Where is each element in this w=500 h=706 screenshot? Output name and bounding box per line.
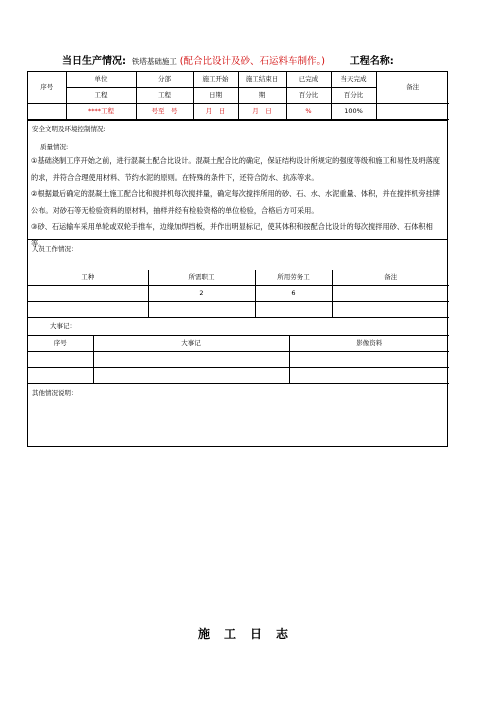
personnel-cell bbox=[28, 302, 148, 318]
personnel-cell: 6 bbox=[255, 286, 332, 302]
page-title: 施工日志 bbox=[197, 627, 302, 641]
progress-table bbox=[28, 72, 449, 120]
personnel-cell bbox=[332, 286, 449, 302]
events-header-media: 影像资料 bbox=[289, 336, 449, 352]
personnel-cell bbox=[28, 286, 148, 302]
daily-production-label: 当日生产情况: bbox=[62, 56, 126, 67]
cell-unit-project: ****工程 bbox=[66, 104, 136, 120]
safety-quality-section bbox=[28, 120, 447, 248]
quality-title: 质量情况: bbox=[40, 143, 69, 151]
project-name-label: 工程名称: bbox=[349, 56, 394, 67]
cell-seq bbox=[28, 104, 66, 120]
site-name: 铁塔基础施工 bbox=[131, 57, 177, 66]
header-unit-project-2: 工程 bbox=[66, 88, 136, 104]
personnel-header-row bbox=[28, 270, 449, 286]
header-start-date-2: 日期 bbox=[193, 88, 238, 104]
events-table bbox=[28, 335, 449, 384]
quality-text bbox=[31, 153, 444, 252]
personnel-header-labor: 所用劳务工 bbox=[255, 270, 332, 286]
header-completed-2: 百分比 bbox=[286, 88, 331, 104]
header-remarks: 备注 bbox=[376, 72, 449, 104]
quality-paragraph-1: ①基础浇制工序开始之前，进行混凝土配合比设计。混凝土配合比的确定，保证结构设计所规定的强度等级和施工和易性及坍落度的求，并符合合理使用材料、节约水泥的原则。在特殊的条件下，还符合防水、抗冻等求。 bbox=[31, 156, 440, 182]
events-header-event: 大事记 bbox=[93, 336, 289, 352]
other-title: 其他情况说明： bbox=[32, 389, 78, 397]
header-unit-project-1: 单位 bbox=[66, 72, 136, 88]
progress-data-row bbox=[28, 104, 449, 120]
log-sheet bbox=[27, 71, 448, 447]
personnel-cell: 2 bbox=[148, 286, 255, 302]
events-cell bbox=[289, 352, 449, 368]
events-title: 大事记： bbox=[50, 322, 76, 330]
events-row bbox=[28, 352, 449, 368]
personnel-row bbox=[28, 286, 449, 302]
cell-completed: % bbox=[286, 104, 331, 120]
header-sub-project-1: 分部 bbox=[136, 72, 193, 88]
cell-end-date: 月 日 bbox=[238, 104, 286, 120]
quality-paragraph-2: ②根据最后确定的混凝土施工配合比和搅拌机每次搅拌量，确定每次搅拌所用的砂、石、水、水泥重量、体积，并在搅拌机旁挂牌公布。对砂石等无检验资料的原材料，抽样并经有检验资格的单位检验，合格后方可采用。 bbox=[31, 189, 440, 215]
header-end-date-2: 期 bbox=[238, 88, 286, 104]
events-cell bbox=[93, 368, 289, 384]
cell-remarks bbox=[376, 104, 449, 120]
personnel-header-remarks: 备注 bbox=[332, 270, 449, 286]
header-completed-1: 已完成 bbox=[286, 72, 331, 88]
header-sub-project-2: 工程 bbox=[136, 88, 193, 104]
events-row bbox=[28, 368, 449, 384]
progress-header-row bbox=[28, 72, 449, 88]
personnel-row bbox=[28, 302, 449, 318]
personnel-title: 人员工作情况： bbox=[32, 245, 78, 253]
production-note: (配合比设计及砂、石运料车制作。) bbox=[179, 56, 325, 67]
other-section bbox=[28, 384, 447, 446]
events-header-seq: 序号 bbox=[28, 336, 93, 352]
personnel-section bbox=[28, 239, 447, 270]
events-header-row bbox=[28, 336, 449, 352]
header-end-date-1: 施工结束日 bbox=[238, 72, 286, 88]
cell-today-completed: 100% bbox=[331, 104, 376, 120]
personnel-cell bbox=[332, 302, 449, 318]
personnel-header-trade: 工种 bbox=[28, 270, 148, 286]
safety-title: 安全文明及环境控制情况: bbox=[32, 125, 106, 133]
personnel-header-staff: 所需职工 bbox=[148, 270, 255, 286]
cell-sub-project: 号至 号 bbox=[136, 104, 193, 120]
personnel-cell bbox=[148, 302, 255, 318]
quality-paragraph-3: ③砂、石运输车采用单轮或双轮手推车，边缘加焊挡板，并作出明显标记，使其体积和按配合比设计的每次搅拌用砂、石体积相等。 bbox=[31, 222, 433, 248]
events-cell bbox=[28, 352, 93, 368]
cell-start-date: 月 日 bbox=[193, 104, 238, 120]
header-today-completed-1: 当天完成 bbox=[331, 72, 376, 88]
personnel-cell bbox=[255, 302, 332, 318]
personnel-table bbox=[28, 270, 449, 318]
events-cell bbox=[289, 368, 449, 384]
header-start-date-1: 施工开始 bbox=[193, 72, 238, 88]
events-cell bbox=[28, 368, 93, 384]
header-today-completed-2: 百分比 bbox=[331, 88, 376, 104]
header-seq: 序号 bbox=[28, 72, 66, 104]
events-section bbox=[28, 318, 447, 335]
events-cell bbox=[93, 352, 289, 368]
report-header bbox=[62, 52, 482, 67]
